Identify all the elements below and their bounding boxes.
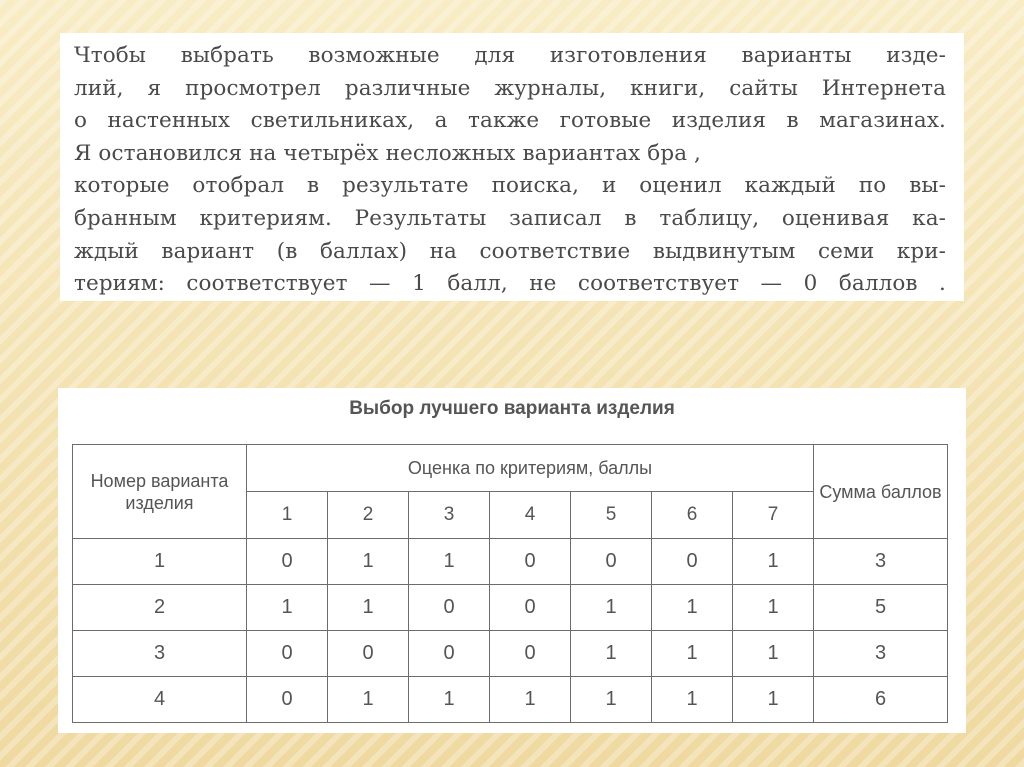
score-cell: 0	[409, 631, 490, 677]
score-cell: 1	[571, 585, 652, 631]
score-cell: 1	[490, 677, 571, 723]
score-cell: 1	[652, 585, 733, 631]
paragraph-line: лий, я просмотрел различные журналы, книги, сайты Интернета	[74, 75, 946, 101]
score-cell: 0	[328, 631, 409, 677]
score-cell: 0	[247, 631, 328, 677]
criterion-number: 4	[490, 492, 571, 539]
header-sum: Сумма баллов	[814, 445, 948, 539]
sum-cell: 5	[814, 585, 948, 631]
variant-number-cell: 4	[73, 677, 247, 723]
table-row	[73, 539, 948, 585]
score-cell: 1	[328, 539, 409, 585]
variant-number-cell: 1	[73, 539, 247, 585]
score-cell: 1	[733, 631, 814, 677]
score-cell: 1	[733, 585, 814, 631]
paragraph-line: Чтобы выбрать возможные для изготовления варианты изде-	[74, 43, 946, 68]
header-criteria: Оценка по критериям, баллы	[247, 445, 814, 492]
paragraph-line: которые отобрал в результате поиска, и оценил каждый по вы-	[74, 173, 946, 199]
score-cell: 1	[247, 585, 328, 631]
table-row	[73, 631, 948, 677]
score-cell: 0	[409, 585, 490, 631]
score-cell: 1	[652, 631, 733, 677]
score-cell: 1	[733, 677, 814, 723]
table-row	[73, 585, 948, 631]
criterion-number: 5	[571, 492, 652, 539]
paragraph-line: Я остановился на четырёх несложных вариантах бра ,	[74, 140, 701, 166]
score-cell: 1	[328, 585, 409, 631]
score-cell: 0	[490, 585, 571, 631]
score-cell: 1	[409, 677, 490, 723]
scanned-text-panel	[60, 33, 964, 301]
table-caption: Выбор лучшего варианта изделия	[349, 398, 675, 419]
scanned-table-panel	[58, 388, 966, 733]
criterion-number: 3	[409, 492, 490, 539]
paragraph-line: бранным критериям. Результаты записал в таблицу, оценивая ка-	[74, 205, 946, 231]
score-cell: 0	[490, 631, 571, 677]
variant-number-cell: 3	[73, 631, 247, 677]
criterion-number: 7	[733, 492, 814, 539]
scores-table	[72, 444, 948, 723]
header-variant-number: Номер варианта изделия	[73, 445, 247, 539]
paragraph-line: ждый вариант (в баллах) на соответствие выдвинутым семи кри-	[74, 238, 946, 264]
score-cell: 0	[247, 539, 328, 585]
score-cell: 0	[490, 539, 571, 585]
criterion-number: 2	[328, 492, 409, 539]
criterion-number: 6	[652, 492, 733, 539]
score-cell: 0	[652, 539, 733, 585]
score-cell: 1	[409, 539, 490, 585]
score-cell: 1	[571, 631, 652, 677]
variant-number-cell: 2	[73, 585, 247, 631]
score-cell: 1	[733, 539, 814, 585]
paragraph-line: о настенных светильниках, а также готовые изделия в магазинах.	[74, 108, 946, 134]
score-cell: 0	[247, 677, 328, 723]
criterion-number: 1	[247, 492, 328, 539]
score-cell: 1	[328, 677, 409, 723]
score-cell: 1	[571, 677, 652, 723]
table-row	[73, 677, 948, 723]
paragraph-line: териям: соответствует — 1 балл, не соответствует — 0 баллов .	[74, 271, 946, 297]
score-cell: 1	[652, 677, 733, 723]
sum-cell: 3	[814, 631, 948, 677]
sum-cell: 6	[814, 677, 948, 723]
score-cell: 0	[571, 539, 652, 585]
sum-cell: 3	[814, 539, 948, 585]
